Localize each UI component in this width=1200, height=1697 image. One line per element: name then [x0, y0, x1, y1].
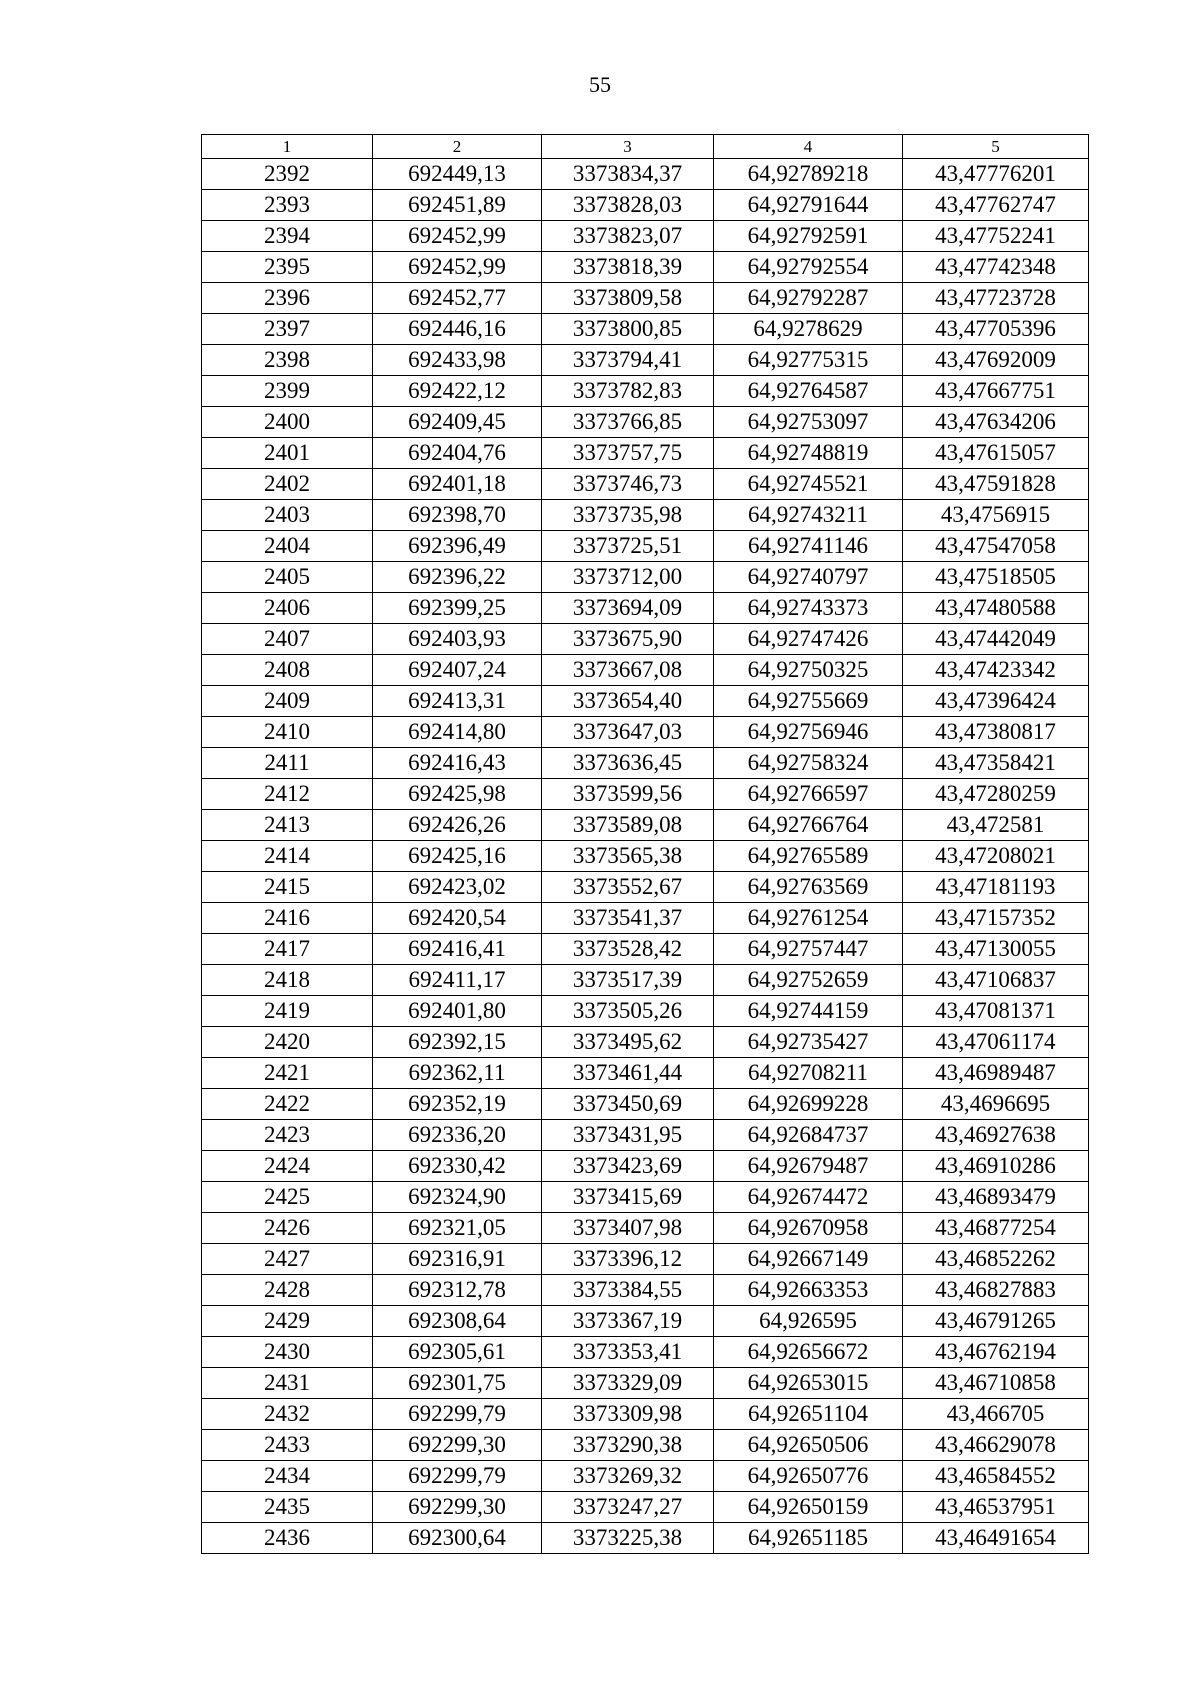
table-cell: 2417 — [202, 934, 373, 965]
table-cell: 43,46584552 — [903, 1461, 1089, 1492]
table-cell: 64,92741146 — [714, 531, 903, 562]
table-cell: 64,92764587 — [714, 376, 903, 407]
table-row — [202, 686, 1089, 717]
table-cell: 3373407,98 — [542, 1213, 714, 1244]
table-row — [202, 1430, 1089, 1461]
table-row — [202, 345, 1089, 376]
table-cell: 64,92761254 — [714, 903, 903, 934]
table-cell: 64,92684737 — [714, 1120, 903, 1151]
table-cell: 64,92791644 — [714, 190, 903, 221]
table-row — [202, 252, 1089, 283]
table-cell: 64,92753097 — [714, 407, 903, 438]
table-cell: 43,47480588 — [903, 593, 1089, 624]
table-row — [202, 1461, 1089, 1492]
table-cell: 692422,12 — [373, 376, 542, 407]
table-cell: 64,92747426 — [714, 624, 903, 655]
table-row — [202, 1182, 1089, 1213]
table-cell: 43,46852262 — [903, 1244, 1089, 1275]
table-cell: 43,47692009 — [903, 345, 1089, 376]
table-cell: 3373794,41 — [542, 345, 714, 376]
table-row — [202, 1306, 1089, 1337]
table-row — [202, 1151, 1089, 1182]
table-cell: 64,92745521 — [714, 469, 903, 500]
table-cell: 2436 — [202, 1523, 373, 1554]
table-cell: 64,9278629 — [714, 314, 903, 345]
table-cell: 64,92766764 — [714, 810, 903, 841]
table-cell: 43,4696695 — [903, 1089, 1089, 1120]
table-cell: 692362,11 — [373, 1058, 542, 1089]
column-header: 4 — [714, 135, 903, 159]
table-cell: 692352,19 — [373, 1089, 542, 1120]
table-cell: 692398,70 — [373, 500, 542, 531]
table-cell: 64,92670958 — [714, 1213, 903, 1244]
table-cell: 64,92789218 — [714, 159, 903, 190]
table-cell: 43,466705 — [903, 1399, 1089, 1430]
table-cell: 3373396,12 — [542, 1244, 714, 1275]
table-cell: 64,92743373 — [714, 593, 903, 624]
table-cell: 64,92650506 — [714, 1430, 903, 1461]
table-cell: 64,92792554 — [714, 252, 903, 283]
table-cell: 64,92651185 — [714, 1523, 903, 1554]
table-cell: 43,47762747 — [903, 190, 1089, 221]
table-cell: 64,92667149 — [714, 1244, 903, 1275]
table-cell: 2396 — [202, 283, 373, 314]
table-cell: 64,92750325 — [714, 655, 903, 686]
table-cell: 692312,78 — [373, 1275, 542, 1306]
table-cell: 3373541,37 — [542, 903, 714, 934]
table-cell: 64,92765589 — [714, 841, 903, 872]
table-cell: 3373528,42 — [542, 934, 714, 965]
table-cell: 3373495,62 — [542, 1027, 714, 1058]
table-row — [202, 562, 1089, 593]
table-row — [202, 996, 1089, 1027]
table-row — [202, 1275, 1089, 1306]
table-row — [202, 531, 1089, 562]
table-cell: 64,92763569 — [714, 872, 903, 903]
table-cell: 43,46927638 — [903, 1120, 1089, 1151]
table-row — [202, 872, 1089, 903]
table-cell: 2415 — [202, 872, 373, 903]
table-row — [202, 1027, 1089, 1058]
table-cell: 3373834,37 — [542, 159, 714, 190]
table-cell: 2410 — [202, 717, 373, 748]
table-cell: 2393 — [202, 190, 373, 221]
table-cell: 692399,25 — [373, 593, 542, 624]
table-cell: 43,47667751 — [903, 376, 1089, 407]
table-cell: 64,92758324 — [714, 748, 903, 779]
table-cell: 43,46893479 — [903, 1182, 1089, 1213]
table-cell: 692416,43 — [373, 748, 542, 779]
table-cell: 2402 — [202, 469, 373, 500]
table-cell: 64,92699228 — [714, 1089, 903, 1120]
table-cell: 2418 — [202, 965, 373, 996]
table-cell: 43,47442049 — [903, 624, 1089, 655]
table-row — [202, 469, 1089, 500]
table-cell: 3373450,69 — [542, 1089, 714, 1120]
table-cell: 692300,64 — [373, 1523, 542, 1554]
table-cell: 2431 — [202, 1368, 373, 1399]
table-cell: 2420 — [202, 1027, 373, 1058]
table-cell: 43,47705396 — [903, 314, 1089, 345]
table-cell: 3373552,67 — [542, 872, 714, 903]
table-cell: 2412 — [202, 779, 373, 810]
table-cell: 43,46910286 — [903, 1151, 1089, 1182]
table-cell: 43,46827883 — [903, 1275, 1089, 1306]
table-row — [202, 593, 1089, 624]
table-cell: 692403,93 — [373, 624, 542, 655]
table-cell: 2404 — [202, 531, 373, 562]
table-cell: 43,47061174 — [903, 1027, 1089, 1058]
table-row — [202, 1244, 1089, 1275]
table-cell: 692452,99 — [373, 221, 542, 252]
table-cell: 3373766,85 — [542, 407, 714, 438]
table-cell: 3373589,08 — [542, 810, 714, 841]
table-cell: 43,47423342 — [903, 655, 1089, 686]
table-cell: 692299,79 — [373, 1461, 542, 1492]
table-cell: 2394 — [202, 221, 373, 252]
column-header: 5 — [903, 135, 1089, 159]
page-number: 55 — [589, 72, 611, 97]
table-row — [202, 1399, 1089, 1430]
table-cell: 2432 — [202, 1399, 373, 1430]
table-cell: 64,92650776 — [714, 1461, 903, 1492]
table-cell: 3373636,45 — [542, 748, 714, 779]
table-cell: 64,92757447 — [714, 934, 903, 965]
table-cell: 2422 — [202, 1089, 373, 1120]
coordinates-table — [201, 134, 1089, 1554]
table-cell: 2400 — [202, 407, 373, 438]
table-row — [202, 717, 1089, 748]
table-cell: 3373309,98 — [542, 1399, 714, 1430]
table-cell: 3373694,09 — [542, 593, 714, 624]
table-row — [202, 283, 1089, 314]
column-header: 3 — [542, 135, 714, 159]
table-cell: 692401,18 — [373, 469, 542, 500]
table-cell: 2408 — [202, 655, 373, 686]
table-cell: 692407,24 — [373, 655, 542, 686]
table-cell: 692416,41 — [373, 934, 542, 965]
table-row — [202, 159, 1089, 190]
table-cell: 3373818,39 — [542, 252, 714, 283]
table-cell: 3373353,41 — [542, 1337, 714, 1368]
table-cell: 43,47157352 — [903, 903, 1089, 934]
table-cell: 692396,49 — [373, 531, 542, 562]
table-cell: 3373800,85 — [542, 314, 714, 345]
table-cell: 3373367,19 — [542, 1306, 714, 1337]
table-cell: 692433,98 — [373, 345, 542, 376]
table-row — [202, 500, 1089, 531]
table-cell: 692425,98 — [373, 779, 542, 810]
table-row — [202, 376, 1089, 407]
table-cell: 3373225,38 — [542, 1523, 714, 1554]
table-cell: 43,47396424 — [903, 686, 1089, 717]
table-cell: 3373735,98 — [542, 500, 714, 531]
table-row — [202, 965, 1089, 996]
table-cell: 64,92744159 — [714, 996, 903, 1027]
table-cell: 43,47208021 — [903, 841, 1089, 872]
table-cell: 64,92752659 — [714, 965, 903, 996]
table-cell: 2399 — [202, 376, 373, 407]
table-cell: 3373712,00 — [542, 562, 714, 593]
table-cell: 2413 — [202, 810, 373, 841]
table-cell: 64,92755669 — [714, 686, 903, 717]
table-cell: 2392 — [202, 159, 373, 190]
table-cell: 64,92748819 — [714, 438, 903, 469]
table-cell: 3373461,44 — [542, 1058, 714, 1089]
table-cell: 2414 — [202, 841, 373, 872]
table-cell: 3373329,09 — [542, 1368, 714, 1399]
table-cell: 43,47742348 — [903, 252, 1089, 283]
table-cell: 64,92656672 — [714, 1337, 903, 1368]
table-cell: 64,92740797 — [714, 562, 903, 593]
table-cell: 3373725,51 — [542, 531, 714, 562]
table-cell: 2403 — [202, 500, 373, 531]
table-cell: 692413,31 — [373, 686, 542, 717]
table-cell: 692299,79 — [373, 1399, 542, 1430]
table-row — [202, 1337, 1089, 1368]
table-cell: 43,46537951 — [903, 1492, 1089, 1523]
table-cell: 64,92743211 — [714, 500, 903, 531]
table-row — [202, 1120, 1089, 1151]
table-row — [202, 655, 1089, 686]
table-cell: 692336,20 — [373, 1120, 542, 1151]
table-cell: 3373823,07 — [542, 221, 714, 252]
table-cell: 692449,13 — [373, 159, 542, 190]
table-cell: 692404,76 — [373, 438, 542, 469]
column-header: 2 — [373, 135, 542, 159]
table-cell: 692446,16 — [373, 314, 542, 345]
table-cell: 692401,80 — [373, 996, 542, 1027]
table-cell: 43,47634206 — [903, 407, 1089, 438]
table-row — [202, 903, 1089, 934]
table-cell: 2411 — [202, 748, 373, 779]
table-cell: 43,47380817 — [903, 717, 1089, 748]
table-cell: 3373757,75 — [542, 438, 714, 469]
table-cell: 3373565,38 — [542, 841, 714, 872]
table-row — [202, 438, 1089, 469]
table-row — [202, 1492, 1089, 1523]
column-header: 1 — [202, 135, 373, 159]
table-cell: 2430 — [202, 1337, 373, 1368]
table-cell: 2406 — [202, 593, 373, 624]
table-row — [202, 934, 1089, 965]
table-cell: 692330,42 — [373, 1151, 542, 1182]
table-cell: 43,47280259 — [903, 779, 1089, 810]
table-cell: 3373828,03 — [542, 190, 714, 221]
table-cell: 2395 — [202, 252, 373, 283]
table-cell: 64,92679487 — [714, 1151, 903, 1182]
table-cell: 43,47615057 — [903, 438, 1089, 469]
table-cell: 64,92663353 — [714, 1275, 903, 1306]
table-cell: 43,46791265 — [903, 1306, 1089, 1337]
table-cell: 692420,54 — [373, 903, 542, 934]
table-cell: 64,92651104 — [714, 1399, 903, 1430]
table-row — [202, 221, 1089, 252]
table-cell: 692409,45 — [373, 407, 542, 438]
table-cell: 3373431,95 — [542, 1120, 714, 1151]
table-cell: 64,92792591 — [714, 221, 903, 252]
table-cell: 3373599,56 — [542, 779, 714, 810]
table-cell: 2426 — [202, 1213, 373, 1244]
table-cell: 3373269,32 — [542, 1461, 714, 1492]
table-cell: 64,92766597 — [714, 779, 903, 810]
table-cell: 43,46491654 — [903, 1523, 1089, 1554]
table-cell: 2409 — [202, 686, 373, 717]
table-cell: 2419 — [202, 996, 373, 1027]
table-cell: 43,46762194 — [903, 1337, 1089, 1368]
table-cell: 2397 — [202, 314, 373, 345]
table-cell: 2433 — [202, 1430, 373, 1461]
table-cell: 3373746,73 — [542, 469, 714, 500]
table-body — [202, 159, 1089, 1554]
table-cell: 692414,80 — [373, 717, 542, 748]
table-cell: 692305,61 — [373, 1337, 542, 1368]
table-cell: 692316,91 — [373, 1244, 542, 1275]
table-cell: 43,47358421 — [903, 748, 1089, 779]
table-cell: 2428 — [202, 1275, 373, 1306]
table-cell: 692299,30 — [373, 1492, 542, 1523]
table-cell: 43,47181193 — [903, 872, 1089, 903]
table-cell: 692308,64 — [373, 1306, 542, 1337]
table-cell: 2435 — [202, 1492, 373, 1523]
table-cell: 2424 — [202, 1151, 373, 1182]
table-cell: 2421 — [202, 1058, 373, 1089]
table-cell: 43,46877254 — [903, 1213, 1089, 1244]
table-cell: 43,46989487 — [903, 1058, 1089, 1089]
table-cell: 64,926595 — [714, 1306, 903, 1337]
table-cell: 43,472581 — [903, 810, 1089, 841]
table-cell: 3373647,03 — [542, 717, 714, 748]
table-cell: 692452,99 — [373, 252, 542, 283]
table-cell: 692396,22 — [373, 562, 542, 593]
table-cell: 2425 — [202, 1182, 373, 1213]
table-cell: 64,92653015 — [714, 1368, 903, 1399]
table-cell: 2398 — [202, 345, 373, 376]
table-row — [202, 779, 1089, 810]
table-cell: 64,92674472 — [714, 1182, 903, 1213]
table-cell: 3373423,69 — [542, 1151, 714, 1182]
table-cell: 43,47081371 — [903, 996, 1089, 1027]
table-cell: 3373782,83 — [542, 376, 714, 407]
table-row — [202, 1058, 1089, 1089]
table-cell: 2416 — [202, 903, 373, 934]
table-cell: 2407 — [202, 624, 373, 655]
table-cell: 692425,16 — [373, 841, 542, 872]
table-header-row — [202, 135, 1089, 159]
table-row — [202, 407, 1089, 438]
table-cell: 3373809,58 — [542, 283, 714, 314]
table-row — [202, 841, 1089, 872]
table-cell: 43,4756915 — [903, 500, 1089, 531]
table-cell: 43,46629078 — [903, 1430, 1089, 1461]
table-cell: 3373675,90 — [542, 624, 714, 655]
table-row — [202, 1523, 1089, 1554]
table-cell: 2423 — [202, 1120, 373, 1151]
table-cell: 43,46710858 — [903, 1368, 1089, 1399]
table-row — [202, 190, 1089, 221]
table-cell: 2434 — [202, 1461, 373, 1492]
table-cell: 43,47752241 — [903, 221, 1089, 252]
table-cell: 2427 — [202, 1244, 373, 1275]
table-row — [202, 624, 1089, 655]
table-cell: 43,47106837 — [903, 965, 1089, 996]
table-cell: 43,47723728 — [903, 283, 1089, 314]
table-row — [202, 1213, 1089, 1244]
table-row — [202, 1089, 1089, 1120]
table-cell: 64,92650159 — [714, 1492, 903, 1523]
table-row — [202, 810, 1089, 841]
table-cell: 692452,77 — [373, 283, 542, 314]
table-cell: 692299,30 — [373, 1430, 542, 1461]
table-cell: 2429 — [202, 1306, 373, 1337]
table-cell: 43,47591828 — [903, 469, 1089, 500]
table-row — [202, 1368, 1089, 1399]
table-cell: 692321,05 — [373, 1213, 542, 1244]
table-cell: 64,92735427 — [714, 1027, 903, 1058]
table-cell: 692411,17 — [373, 965, 542, 996]
table-cell: 2401 — [202, 438, 373, 469]
table-cell: 64,92708211 — [714, 1058, 903, 1089]
table-cell: 3373517,39 — [542, 965, 714, 996]
table-cell: 43,47518505 — [903, 562, 1089, 593]
table-cell: 3373667,08 — [542, 655, 714, 686]
table-row — [202, 748, 1089, 779]
table-cell: 692392,15 — [373, 1027, 542, 1058]
table-cell: 64,92756946 — [714, 717, 903, 748]
table-cell: 692324,90 — [373, 1182, 542, 1213]
table-cell: 692426,26 — [373, 810, 542, 841]
table-cell: 692423,02 — [373, 872, 542, 903]
table-cell: 64,92775315 — [714, 345, 903, 376]
table-cell: 3373247,27 — [542, 1492, 714, 1523]
table-cell: 692301,75 — [373, 1368, 542, 1399]
table-cell: 43,47776201 — [903, 159, 1089, 190]
table-cell: 43,47130055 — [903, 934, 1089, 965]
table-row — [202, 314, 1089, 345]
table-cell: 3373384,55 — [542, 1275, 714, 1306]
table-cell: 692451,89 — [373, 190, 542, 221]
table-cell: 64,92792287 — [714, 283, 903, 314]
table-cell: 3373415,69 — [542, 1182, 714, 1213]
table-cell: 3373505,26 — [542, 996, 714, 1027]
table-cell: 43,47547058 — [903, 531, 1089, 562]
table-cell: 2405 — [202, 562, 373, 593]
table-cell: 3373290,38 — [542, 1430, 714, 1461]
table-cell: 3373654,40 — [542, 686, 714, 717]
